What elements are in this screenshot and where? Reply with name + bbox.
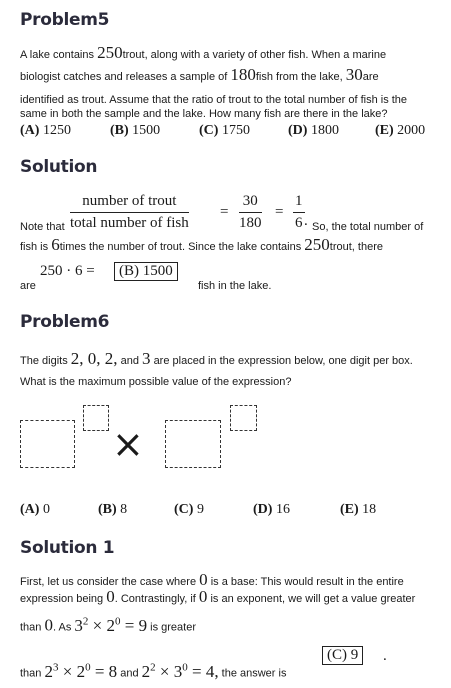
problem5-line2: biologist catches and releases a sample of 180fish from the lake, 30are [20, 65, 379, 84]
problem5-line4: same in both the sample and the lake. How many fish are there in the lake? [20, 108, 388, 120]
problem6-heading: Problem6 [20, 312, 110, 332]
choice-e: (E) 2000 [375, 123, 426, 138]
problem6-line2: What is the maximum possible value of the expression? [20, 376, 292, 388]
solution5-heading: Solution [20, 157, 98, 177]
answer-box-5: (B) 1500 [114, 262, 178, 281]
problem6-choices [20, 502, 440, 522]
solution6-line4: than $2^3 \times 2^0 = 8$ and $2^2 \times 3^0 = 4$, the answer is [20, 661, 287, 681]
choice-a: (A) 0 [20, 502, 50, 517]
exponent-box-left [83, 405, 109, 431]
note-prefix: Note that [20, 221, 65, 233]
period: . [304, 213, 308, 229]
choice-e: (E) 18 [340, 502, 377, 517]
exponent-box-right [230, 405, 257, 431]
base-box-left [20, 420, 75, 468]
fraction-30-over-180: $\frac{30}{180}$ [239, 193, 262, 231]
fraction-1-over-6: $\frac{1}{6}$ [295, 193, 303, 231]
choice-c: (C) 9 [174, 502, 204, 517]
choice-a: (A) 1250 [20, 123, 71, 138]
choice-d: (D) 16 [253, 502, 290, 517]
equals-sign: = [220, 204, 229, 220]
problem5-line3: identified as trout. Assume that the ratio of trout to the total number of fish is the [20, 94, 408, 106]
solution6-line1: First, let us consider the case where 0 is a base: This would result in the entire [20, 570, 404, 589]
fraction-trout-over-total: number of trout total number of fish [70, 193, 189, 231]
choice-d: (D) 1800 [288, 123, 339, 138]
solution6-line3: than 0. As $3^2 \times 2^0 = 9$ is greater [20, 615, 196, 635]
are-word: are [20, 280, 36, 292]
choice-c: (C) 1750 [199, 123, 250, 138]
base-box-right [165, 420, 221, 468]
answer-box-6: (C) 9 [322, 646, 363, 665]
problem5-heading: Problem5 [20, 10, 110, 30]
period: . [383, 648, 387, 664]
calc-expression: 250 · 6 = [40, 263, 95, 279]
problem6-line1: The digits 2, 0, 2, and 3 are placed in the expression below, one digit per box. [20, 349, 413, 368]
choice-b: (B) 8 [98, 502, 128, 517]
choice-b: (B) 1500 [110, 123, 161, 138]
so-text: So, the total number of [312, 221, 424, 233]
solution6-heading: Solution 1 [20, 538, 115, 558]
after-text: fish in the lake. [198, 280, 272, 292]
multiply-sign: × [112, 422, 144, 466]
solution6-line2: expression being 0. Contrastingly, if 0 is an exponent, we will get a value greater [20, 587, 416, 606]
problem5-choices [20, 123, 440, 143]
problem5-line1: A lake contains 250trout, along with a variety of other fish. When a marine [20, 43, 387, 62]
solution5-line2: fish is 6times the number of trout. Since the lake contains 250trout, there [20, 235, 383, 254]
equals-sign: = [275, 204, 284, 220]
